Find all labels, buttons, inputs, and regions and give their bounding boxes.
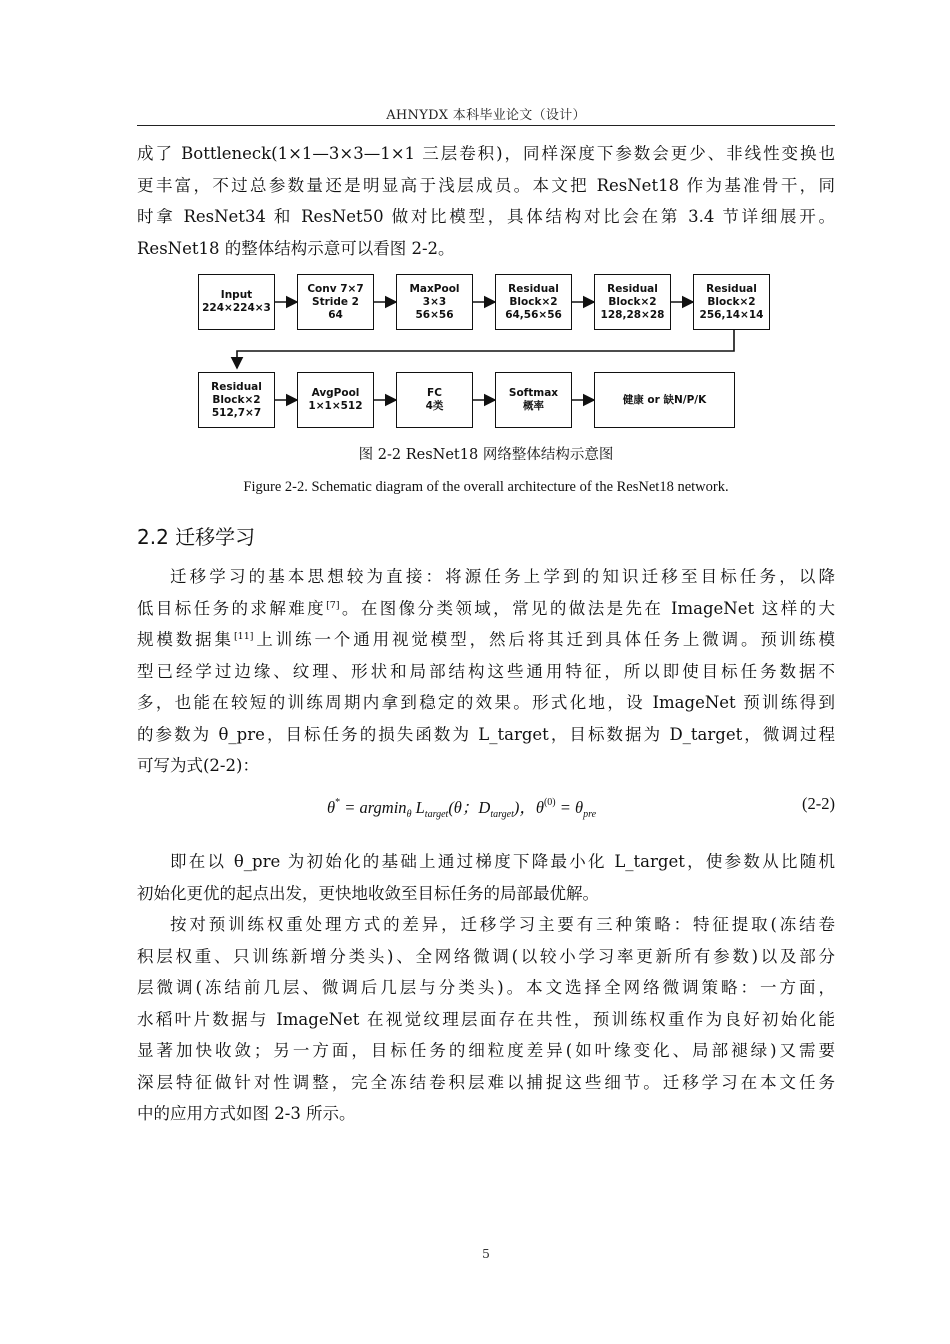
node-residual-2: Residual Block×2 128,28×28: [594, 274, 671, 330]
page-number: 5: [482, 1246, 490, 1261]
citation: [7]: [326, 599, 340, 611]
node-maxpool: MaxPool 3×3 56×56: [396, 274, 473, 330]
figure-caption-cn: 图 2-2 ResNet18 网络整体结构示意图: [358, 447, 614, 463]
text-line: 更丰富，不过总参数量还是明显高于浅层成员。本文把 ResNet18 作为基准骨干，同: [137, 175, 835, 195]
node-input: Input 224×224×3: [198, 274, 275, 330]
text-line: 可写为式(2-2)：: [137, 756, 259, 775]
equation-2-2: [137, 790, 835, 824]
text-line: 型已经学过边缘、纹理、形状和局部结构这些通用特征，所以即使目标任务数据不: [137, 661, 835, 681]
text-line: 迁移学习的基本思想较为直接：将源任务上学到的知识迁移至目标任务，以降: [170, 567, 835, 586]
text-line: 多，也能在较短的训练周期内拿到稳定的效果。形式化地，设 ImageNet 预训练得到: [137, 693, 835, 712]
equation-number: (2-2): [802, 794, 835, 813]
text-line: 初始化更优的起点出发，更快地收敛至目标任务的局部最优解。: [137, 883, 599, 903]
paragraph-finetune-explanation: [137, 846, 835, 909]
resnet18-architecture-diagram: [198, 272, 774, 432]
text-line: 规模数据集[11]上训练一个通用视觉模型，然后将其迁到具体任务上微调。预训练模: [137, 630, 835, 649]
text-line: 按对预训练权重处理方式的差异，迁移学习主要有三种策略：特征提取(冻结卷: [170, 915, 835, 934]
text-line: 积层权重、只训练新增分类头)、全网络微调(以较小学习率更新所有参数)以及部分: [137, 946, 835, 966]
section-heading: 2.2 迁移学习: [137, 525, 256, 549]
header-rule: [137, 125, 835, 126]
node-fc: FC 4类: [396, 372, 473, 428]
text-line: 中的应用方式如图 2-3 所示。: [137, 1104, 356, 1123]
figure-caption-en: Figure 2-2. Schematic diagram of the overall architecture of the ResNet18 network.: [243, 479, 729, 495]
paragraph-transfer-learning: [137, 561, 835, 782]
paragraph-bottleneck: [137, 138, 835, 264]
running-header: AHNYDX 本科毕业论文（设计）: [386, 108, 586, 123]
text-line: 显著加快收敛；另一方面，目标任务的细粒度差异(如叶缘变化、局部褪绿)又需要: [137, 1041, 835, 1060]
text-line: 水稻叶片数据与 ImageNet 在视觉纹理层面存在共性，预训练权重作为良好初始化能: [137, 1009, 835, 1029]
text-line: ResNet18 的整体结构示意可以看图 2-2。: [137, 238, 455, 258]
text-line: 成了 Bottleneck(1×1—3×3—1×1 三层卷积)，同样深度下参数会更少、非线性变换也: [137, 144, 835, 163]
text-line: 时拿 ResNet34 和 ResNet50 做对比模型，具体结构对比会在第 3.4 节详细展开。: [137, 207, 835, 226]
wrap-arrow: [237, 330, 734, 368]
node-softmax: Softmax 概率: [495, 372, 572, 428]
text-line: 深层特征做针对性调整，完全冻结卷积层难以捕捉这些细节。迁移学习在本文任务: [137, 1072, 835, 1092]
citation: [11]: [233, 631, 254, 642]
node-residual-4: Residual Block×2 512,7×7: [198, 372, 275, 428]
paragraph-strategies: [137, 909, 835, 1130]
text-line: 即在以 θ_pre 为初始化的基础上通过梯度下降最小化 L_target，使参数从比随机: [170, 852, 835, 871]
node-output: 健康 or 缺N/P/K: [594, 372, 735, 428]
text-line: 层微调(冻结前几层、微调后几层与分类头)。本文选择全网络微调策略：一方面，: [137, 978, 835, 997]
text-line: 低目标任务的求解难度[7]。在图像分类领域，常见的做法是先在 ImageNet 这样的大: [137, 598, 835, 618]
equation-formula: θ* = argmin$_\theta$ $L_{target}(\theta$；$D_{target}$)，$\theta^{(0)} = \theta_{pre}$: [327, 797, 597, 820]
text-line: 的参数为 θ_pre，目标任务的损失函数为 L_target，目标数据为 D_target，微调过程: [137, 724, 835, 744]
node-residual-3: Residual Block×2 256,14×14: [693, 274, 770, 330]
node-conv: Conv 7×7 Stride 2 64: [297, 274, 374, 330]
node-residual-1: Residual Block×2 64,56×56: [495, 274, 572, 330]
node-avgpool: AvgPool 1×1×512: [297, 372, 374, 428]
